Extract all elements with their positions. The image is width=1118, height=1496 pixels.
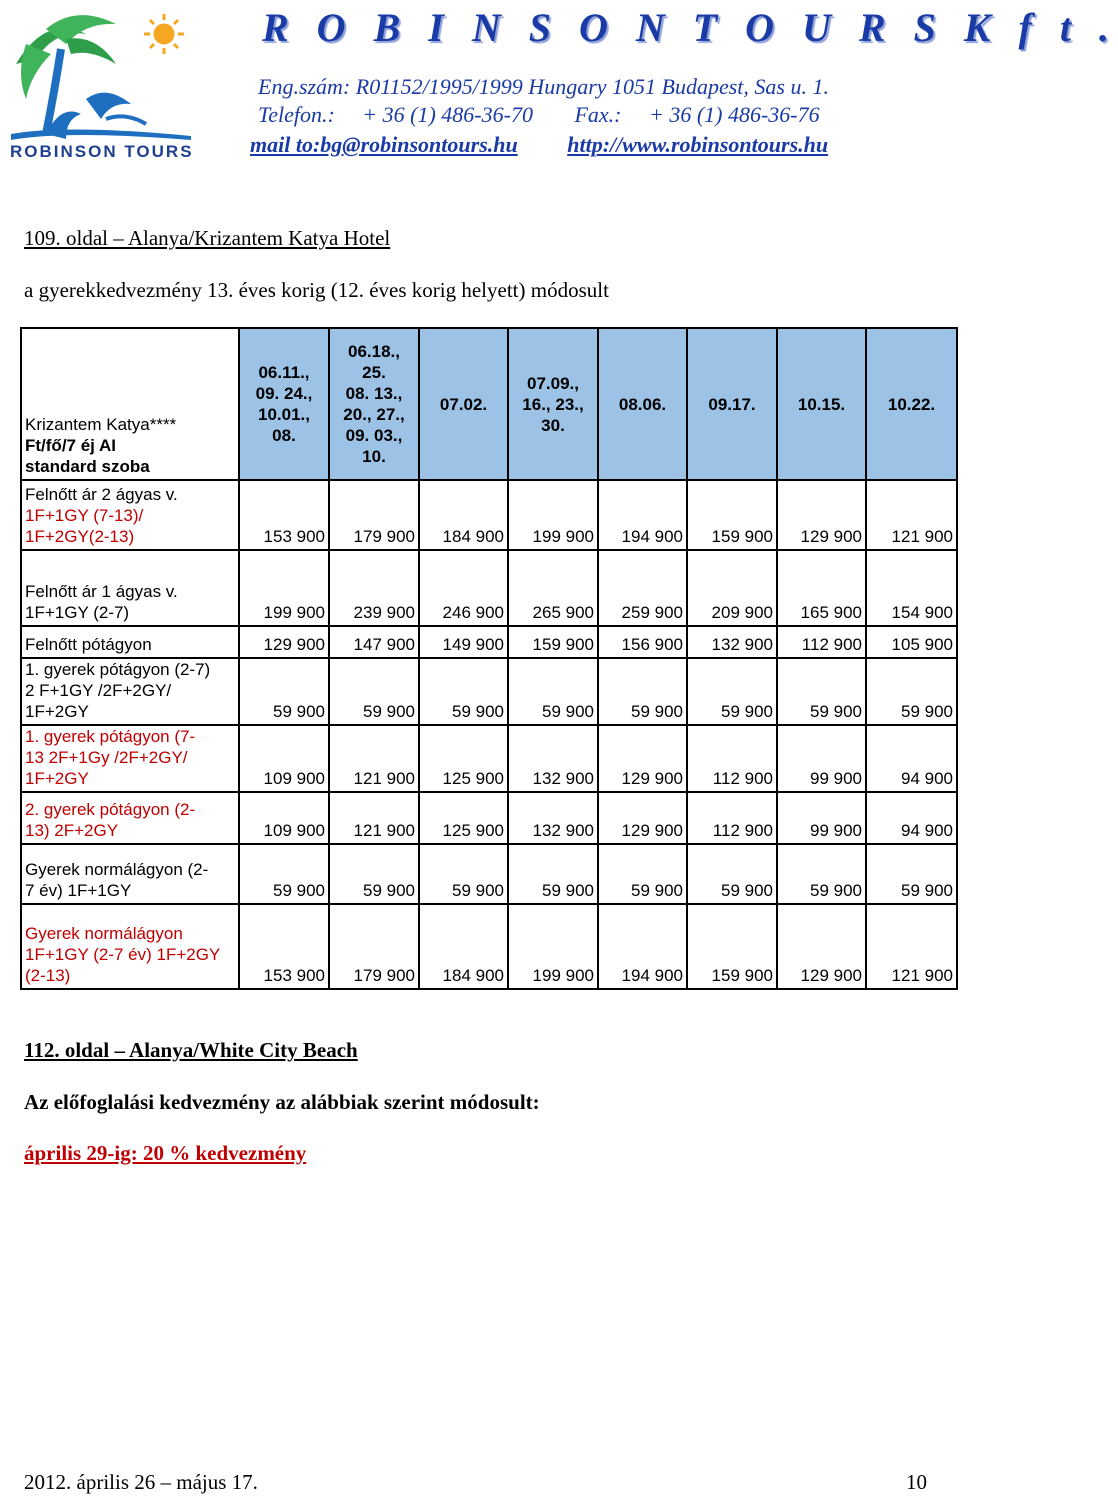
price-cell: 109 900: [239, 792, 329, 844]
date-header: 07.02.: [419, 328, 508, 480]
price-cell: 112 900: [687, 725, 777, 792]
price-cell: 59 900: [329, 658, 419, 725]
price-cell: 265 900: [508, 550, 598, 626]
price-cell: 59 900: [239, 658, 329, 725]
row-label-highlight: Gyerek normálágyon 1F+1GY (2-7 év) 1F+2GY (2-13): [25, 924, 221, 985]
price-cell: 125 900: [419, 792, 508, 844]
price-cell: 121 900: [329, 725, 419, 792]
price-cell: 59 900: [598, 844, 687, 904]
row-label-cell: [21, 550, 239, 626]
price-cell: 121 900: [866, 480, 957, 550]
table-row: [21, 725, 957, 792]
price-cell: 59 900: [866, 658, 957, 725]
price-cell: 149 900: [419, 626, 508, 658]
table-row: [21, 550, 957, 626]
price-cell: 59 900: [508, 844, 598, 904]
price-cell: 159 900: [508, 626, 598, 658]
date-header: 06.18., 25. 08. 13., 20., 27., 09. 03., 10.: [329, 328, 419, 480]
price-cell: 59 900: [687, 844, 777, 904]
price-cell: 59 900: [508, 658, 598, 725]
price-cell: 59 900: [687, 658, 777, 725]
row-label-cell: [21, 626, 239, 658]
table-row: [21, 480, 957, 550]
price-cell: 105 900: [866, 626, 957, 658]
price-cell: 129 900: [777, 480, 866, 550]
price-cell: 59 900: [329, 844, 419, 904]
price-cell: 179 900: [329, 480, 419, 550]
price-cell: 147 900: [329, 626, 419, 658]
hotel-label-cell: [21, 328, 239, 480]
price-cell: 99 900: [777, 725, 866, 792]
date-header: 10.15.: [777, 328, 866, 480]
price-cell: 94 900: [866, 792, 957, 844]
table-row: [21, 626, 957, 658]
row-label-cell: [21, 844, 239, 904]
fax-label: Fax.:: [574, 102, 622, 127]
price-unit-label: Ft/fő/7 éj AI: [25, 436, 116, 455]
phone-number: + 36 (1) 486-36-70: [362, 102, 533, 127]
fax-number: + 36 (1) 486-36-76: [648, 102, 820, 127]
price-cell: 132 900: [687, 626, 777, 658]
page-number: 10: [906, 1470, 927, 1494]
price-cell: 125 900: [419, 725, 508, 792]
email-link[interactable]: mail to:bg@robinsontours.hu: [250, 132, 518, 157]
contact-links: [250, 132, 828, 158]
price-cell: 199 900: [508, 480, 598, 550]
hotel-name: Krizantem Katya****: [25, 415, 177, 434]
phone-fax-line: [258, 102, 820, 128]
phone-label: Telefon.:: [258, 102, 335, 127]
early-booking-note: Az előfoglalási kedvezmény az alábbiak szerint módosult:: [24, 1090, 540, 1114]
price-cell: 209 900: [687, 550, 777, 626]
price-cell: 59 900: [777, 658, 866, 725]
price-cell: 94 900: [866, 725, 957, 792]
row-label: Gyerek normálágyon (2- 7 év) 1F+1GY: [25, 860, 209, 900]
row-label-cell: [21, 725, 239, 792]
price-cell: 109 900: [239, 725, 329, 792]
footer-dates: 2012. április 26 – május 17.: [24, 1470, 258, 1494]
price-cell: 112 900: [777, 626, 866, 658]
price-cell: 59 900: [598, 658, 687, 725]
price-cell: 132 900: [508, 792, 598, 844]
section-title-white-city: 112. oldal – Alanya/White City Beach: [24, 1038, 358, 1062]
registration-line: Eng.szám: R01152/1995/1999 Hungary 1051 Budapest, Sas u. 1.: [258, 74, 829, 99]
sun-icon: [144, 14, 184, 54]
robinson-tours-logo: [6, 4, 196, 164]
price-cell: 184 900: [419, 904, 508, 989]
price-cell: 199 900: [508, 904, 598, 989]
price-cell: 259 900: [598, 550, 687, 626]
date-header: 08.06.: [598, 328, 687, 480]
price-cell: 59 900: [866, 844, 957, 904]
price-cell: 99 900: [777, 792, 866, 844]
price-cell: 59 900: [239, 844, 329, 904]
price-cell: 129 900: [598, 725, 687, 792]
price-cell: 129 900: [598, 792, 687, 844]
company-name: R O B I N S O N T O U R S K f t .: [262, 5, 1118, 50]
price-cell: 159 900: [687, 480, 777, 550]
child-discount-note: a gyerekkedvezmény 13. éves korig (12. éves korig helyett) módosult: [24, 278, 609, 302]
row-label: Felnőtt ár 2 ágyas v.: [25, 485, 178, 504]
price-cell: 194 900: [598, 480, 687, 550]
section-title-krizantem: 109. oldal – Alanya/Krizantem Katya Hotel: [24, 226, 391, 250]
row-label-cell: [21, 480, 239, 550]
table-header-row: [21, 328, 957, 480]
price-cell: 132 900: [508, 725, 598, 792]
price-table: [20, 327, 958, 990]
price-cell: 121 900: [866, 904, 957, 989]
row-label: Felnőtt pótágyon: [25, 635, 152, 654]
row-label-highlight: 1. gyerek pótágyon (7- 13 2F+1Gy /2F+2GY/ 1F+2GY: [25, 727, 196, 788]
price-cell: 179 900: [329, 904, 419, 989]
table-row: [21, 904, 957, 989]
price-cell: 165 900: [777, 550, 866, 626]
date-header: 09.17.: [687, 328, 777, 480]
price-cell: 239 900: [329, 550, 419, 626]
price-cell: 129 900: [239, 626, 329, 658]
row-label-highlight: 1F+1GY (7-13)/ 1F+2GY(2-13): [25, 506, 144, 546]
table-row: [21, 658, 957, 725]
price-cell: 199 900: [239, 550, 329, 626]
discount-line: április 29-ig: 20 % kedvezmény: [24, 1141, 307, 1165]
price-cell: 154 900: [866, 550, 957, 626]
price-cell: 153 900: [239, 480, 329, 550]
price-cell: 112 900: [687, 792, 777, 844]
date-header: 07.09., 16., 23., 30.: [508, 328, 598, 480]
price-cell: 156 900: [598, 626, 687, 658]
row-label-cell: [21, 658, 239, 725]
row-label-cell: [21, 904, 239, 989]
price-cell: 59 900: [419, 658, 508, 725]
price-cell: 59 900: [419, 844, 508, 904]
row-label: Felnőtt ár 1 ágyas v. 1F+1GY (2-7): [25, 582, 178, 622]
row-label-highlight: 2. gyerek pótágyon (2- 13) 2F+2GY: [25, 800, 196, 840]
price-cell: 159 900: [687, 904, 777, 989]
table-row: [21, 844, 957, 904]
date-header: 10.22.: [866, 328, 957, 480]
table-row: [21, 792, 957, 844]
row-label: 1. gyerek pótágyon (2-7) 2 F+1GY /2F+2GY/ 1F+2GY: [25, 660, 211, 721]
price-cell: 59 900: [777, 844, 866, 904]
price-cell: 246 900: [419, 550, 508, 626]
row-label-cell: [21, 792, 239, 844]
room-type-label: standard szoba: [25, 457, 150, 476]
logo-text: ROBINSON TOURS: [10, 142, 194, 161]
price-cell: 194 900: [598, 904, 687, 989]
price-cell: 121 900: [329, 792, 419, 844]
website-link[interactable]: http://www.robinsontours.hu: [567, 132, 829, 157]
price-cell: 129 900: [777, 904, 866, 989]
date-header: 06.11., 09. 24., 10.01., 08.: [239, 328, 329, 480]
price-cell: 153 900: [239, 904, 329, 989]
price-cell: 184 900: [419, 480, 508, 550]
